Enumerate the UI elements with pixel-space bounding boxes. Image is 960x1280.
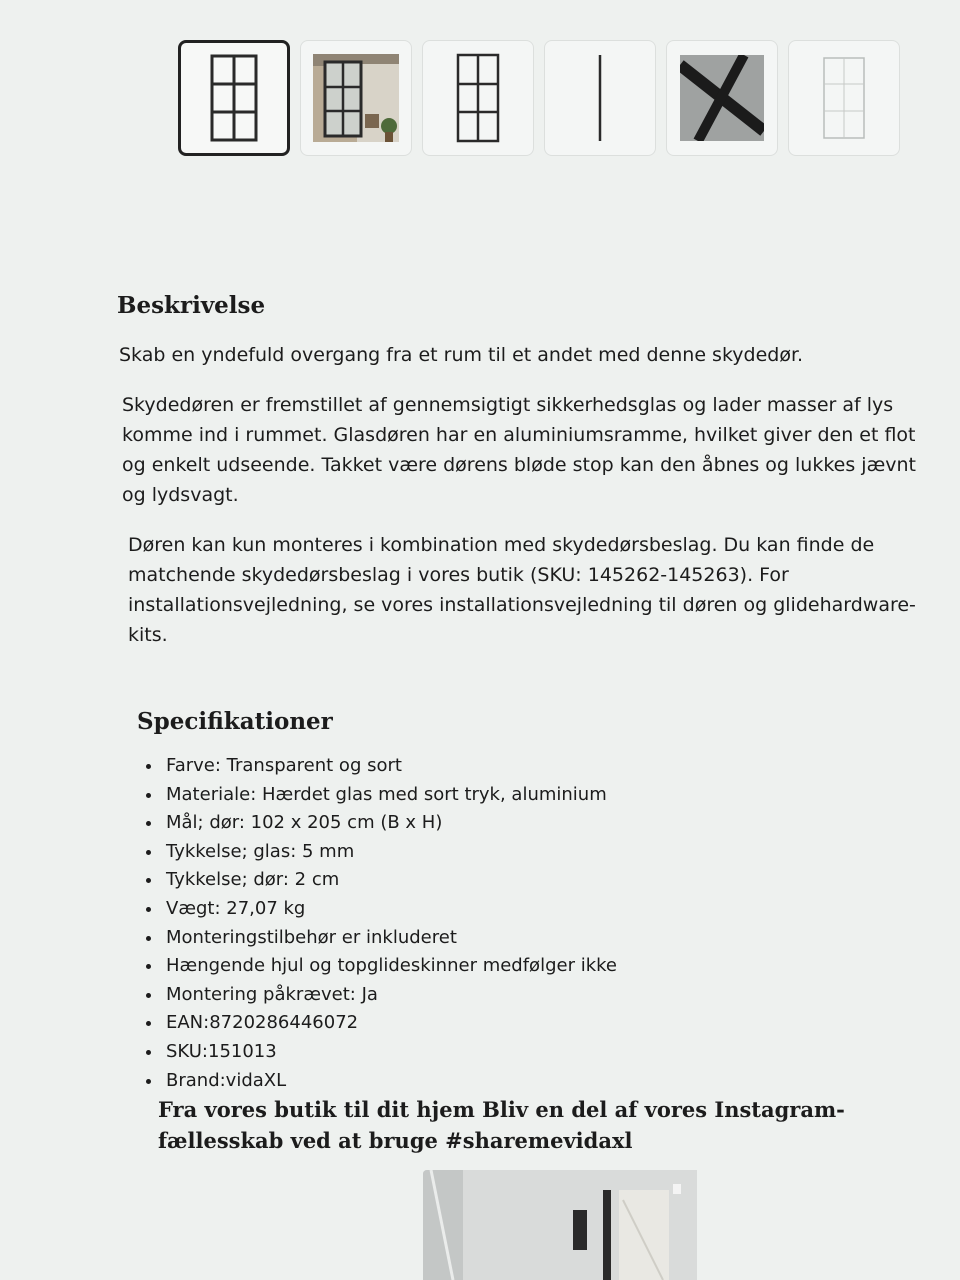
thumbnail-4[interactable] bbox=[544, 40, 656, 156]
spec-item: • Montering påkrævet: Ja bbox=[163, 981, 783, 1010]
door-handle-photo-icon bbox=[423, 1170, 697, 1280]
description-heading: Beskrivelse bbox=[117, 292, 266, 319]
instagram-preview-image[interactable] bbox=[423, 1170, 697, 1280]
thumbnail-1[interactable] bbox=[178, 40, 290, 156]
spec-item: • Brand:vidaXL bbox=[163, 1067, 783, 1096]
spec-item: • Vægt: 27,07 kg bbox=[163, 895, 783, 924]
frame-corner-icon bbox=[680, 55, 764, 141]
instagram-callout: Fra vores butik til dit hjem Bliv en del af vores Instagram-fællesskab ved at bruge #sharemevidaxl bbox=[158, 1097, 845, 1153]
door-grid-icon bbox=[456, 53, 500, 143]
spec-item: • SKU:151013 bbox=[163, 1038, 783, 1067]
spec-item: • Farve: Transparent og sort bbox=[163, 752, 783, 781]
door-grid-icon bbox=[209, 53, 259, 143]
spec-item: • Mål; dør: 102 x 205 cm (B x H) bbox=[163, 809, 783, 838]
description-paragraph-2: Skydedøren er fremstillet af gennemsigtigt sikkerhedsglas og lader masser af lys komme ind i rummet. Glasdøren har en aluminiumsramme, hvilket giver den et flot og enkelt udseende. Takket være dørens bløde stop kan den åbnes og lukkes jævnt og lydsvagt. bbox=[122, 394, 916, 506]
door-outline-icon bbox=[822, 56, 866, 140]
thumbnail-5[interactable] bbox=[666, 40, 778, 156]
specifications-list bbox=[138, 752, 783, 1095]
specifications-heading: Specifikationer bbox=[137, 708, 333, 735]
description-paragraph-1: Skab en yndefuld overgang fra et rum til et andet med denne skydedør. bbox=[119, 344, 804, 366]
spec-item: • EAN:8720286446072 bbox=[163, 1009, 783, 1038]
spec-item: • Monteringstilbehør er inkluderet bbox=[163, 924, 783, 953]
image-gallery bbox=[178, 40, 900, 156]
spec-item: • Tykkelse; dør: 2 cm bbox=[163, 866, 783, 895]
door-profile-icon bbox=[595, 53, 605, 143]
spec-item: • Hængende hjul og topglideskinner medfølger ikke bbox=[163, 952, 783, 981]
spec-item: • Tykkelse; glas: 5 mm bbox=[163, 838, 783, 867]
thumbnail-2[interactable] bbox=[300, 40, 412, 156]
spec-item: • Materiale: Hærdet glas med sort tryk, aluminium bbox=[163, 781, 783, 810]
description-paragraph-3: Døren kan kun monteres i kombination med skydedørsbeslag. Du kan finde de matchende skydedørsbeslag i vores butik (SKU: 145262-145263). For installationsvejledning, se vores installationsvejledning til døren og glidehardware-kits. bbox=[128, 534, 916, 646]
thumbnail-6[interactable] bbox=[788, 40, 900, 156]
thumbnail-3[interactable] bbox=[422, 40, 534, 156]
room-photo-icon bbox=[313, 54, 399, 142]
